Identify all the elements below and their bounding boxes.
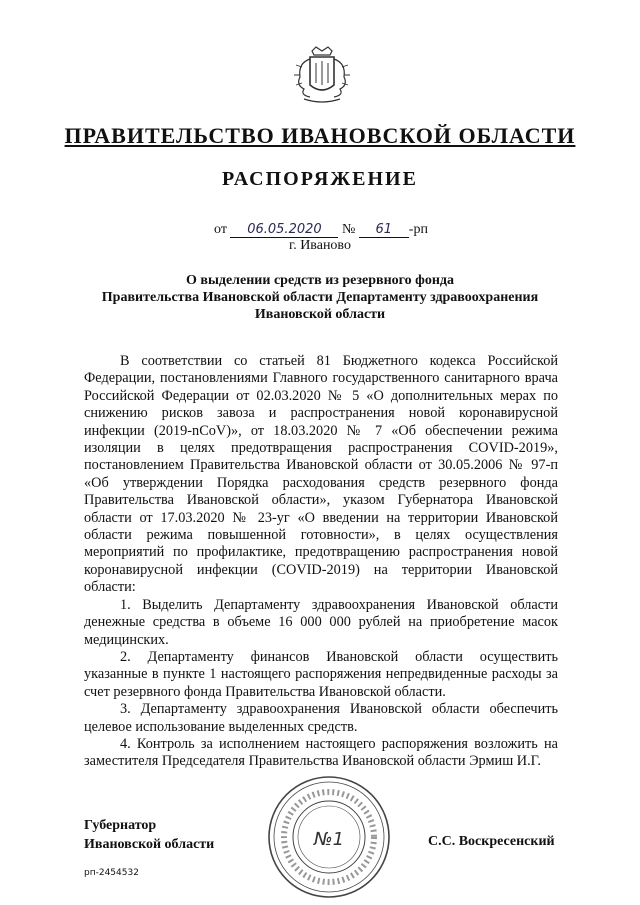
number-sign: № [341,222,356,237]
coat-of-arms-emblem [290,45,354,107]
signer-position [84,816,214,854]
government-title: ПРАВИТЕЛЬСТВО ИВАНОВСКОЙ ОБЛАСТИ [64,123,576,148]
clause-3: 3. Департаменту здравоохранения Ивановской области обеспечить целевое использование выделенных средств. [84,701,558,735]
preamble-paragraph: В соответствии со статьей 81 Бюджетного кодекса Российской Федерации, постановлениями Главного государственного санитарного врача Российской Федерации от 02.03.2020 № 5 «О дополнительных мерах по снижению рисков завоза и распространения новой коронавирусной инфекции (2019-nCoV)», от 18.03.2020 № 7 «Об обеспечении режима изоляции в целях предотвращения распространения COVID-2019», постановлением Правительства Ивановской области от 30.05.2006 № 97-п «Об утверждении Порядка расходования средств резервного фонда Правительства Ивановской области», указом Губернатора Ивановской области от 17.03.2020 № 23-уг «О введении на территории Ивановской области режима повышенной готовности», в целях осуществления мероприятий по профилактике, предотвращению распространения новой коронавирусной инфекции (COVID-2019) на территории Ивановской области: [84,353,558,596]
subject-line: О выделении средств из резервного фонда [186,273,454,288]
document-body [84,353,558,771]
clause-2: 2. Департаменту финансов Ивановской области осуществить указанные в пункте 1 настоящего распоряжения непредвиденные расходы за счет резервного фонда Правительства Ивановской области. [84,648,558,700]
handwritten-date: 06.05.2020 [230,222,338,238]
handwritten-number: 61 [359,222,409,238]
signer-position-line: Губернатор [84,818,157,833]
dateline [214,222,428,238]
clause-4: 4. Контроль за исполнением настоящего распоряжения возложить на заместителя Председателя Правительства Ивановской области Эрмиш И.Г. [84,735,558,770]
clause-1: 1. Выделить Департаменту здравоохранения Ивановской области денежные средства в объеме 16 000 000 рублей на приобретение масок медицинских. [84,596,558,648]
footer-code: рп-2454532 [84,868,139,878]
seal-number: №1 [313,829,345,850]
subject-line: Правительства Ивановской области Департаменту здравоохранения [101,290,539,305]
date-prefix: от [214,222,227,237]
city: г. Иваново [289,238,351,253]
signer-name: С.С. Воскресенский [428,834,555,849]
number-suffix: -рп [408,222,428,237]
document-subject [80,272,560,323]
document-type: РАСПОРЯЖЕНИЕ [222,168,418,190]
official-seal-stamp [266,774,392,900]
subject-line: Ивановской области [254,307,386,322]
signer-position-line: Ивановской области [84,837,215,852]
